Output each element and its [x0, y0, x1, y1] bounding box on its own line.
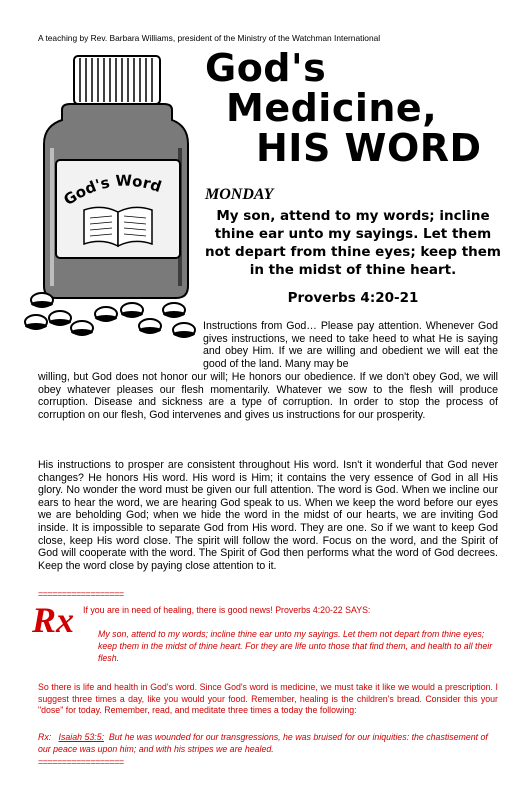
healing-line: If you are in need of healing, there is good news! Proverbs 4:20-22 SAYS:	[83, 605, 371, 615]
body-paragraph-1-wrap: Instructions from God… Please pay attention. Whenever God gives instructions, we need to take heed to what He is saying and obey Him. If we are willing and obedient we will eat the good of the land. Many may be	[203, 320, 498, 370]
bottle-label-text: God's Word	[60, 171, 164, 210]
body-paragraph-2: His instructions to prosper are consistent throughout His word. Isn't it wonderful that God never changes? He honors His word. His word is Him; it contains the very essence of God in all His glory. No wonder the word must be given our full attention. The word is God. When we incline our ears to hear the word, we are hearing God speak to us. When we keep the word before our eyes we are beholding God; when we hide the word in the midst of our hearts, we are inviting God inside. It is impossible to separate God from His word. They are one. So if we want to keep God close, keep His word close. The spirit will follow the word. Focus on the word, and the Spirit of God will cooperate with the word. The Spirit of God then performs what the word of God decrees. Keep the word close by paying close attention to it.	[38, 459, 498, 572]
day-heading: MONDAY	[205, 186, 274, 203]
divider-top: ==================	[38, 589, 124, 599]
medicine-bottle-illustration	[22, 48, 200, 348]
prescription-paragraph: So there is life and health in God's word. Since God's word is medicine, we must take it like we would a prescription. I suggest three times a day, like you would your food. Remember, healing is the children's bread. Consider this your "dose" for today. Remember, read, and meditate three times a today the following:	[38, 682, 498, 716]
rx-icon	[30, 598, 82, 642]
divider-bottom: ==================	[38, 757, 124, 767]
rx-symbol: Rx	[32, 600, 75, 640]
title-line-2: Medicine,	[226, 86, 438, 130]
isaiah-reference: Isaiah 53:5:	[58, 732, 105, 742]
isaiah-text: But he was wounded for our transgressions, he was bruised for our iniquities: the chastisement of our peace was upon him; and with his stripes we are healed.	[38, 732, 488, 754]
title-line-3: HIS WORD	[256, 126, 482, 170]
verse-text: My son, attend to my words; incline thine ear unto my sayings. Let them not depart from thine eyes; keep them in the midst of thine heart.	[205, 208, 501, 278]
byline: A teaching by Rev. Barbara Williams, president of the Ministry of the Watchman International	[38, 33, 381, 43]
body-paragraph-1: willing, but God does not honor our will; He honors our obedience. If we don't obey God, we will obey whatever pleases our flesh momentarily. Whatever we sow to the flesh will produce corruption. Disease and sickness are a type of corruption. In order to stop the process of corruption on our flesh, God intervenes and gives us instructions for our prosperity.	[38, 371, 498, 421]
bottle-cap	[74, 56, 160, 104]
title-line-1: God's	[205, 46, 327, 90]
healing-quote: My son, attend to my words; incline thine ear unto my sayings. Let them not depart from thine eyes; keep them in the midst of thine heart. For they are life unto those that find them, and health to all their flesh.	[98, 629, 493, 663]
open-bible-icon	[84, 207, 152, 246]
isaiah-prescription	[38, 732, 498, 755]
verse-reference: Proverbs 4:20-21	[287, 290, 419, 306]
isaiah-prefix: Rx:	[38, 732, 52, 742]
